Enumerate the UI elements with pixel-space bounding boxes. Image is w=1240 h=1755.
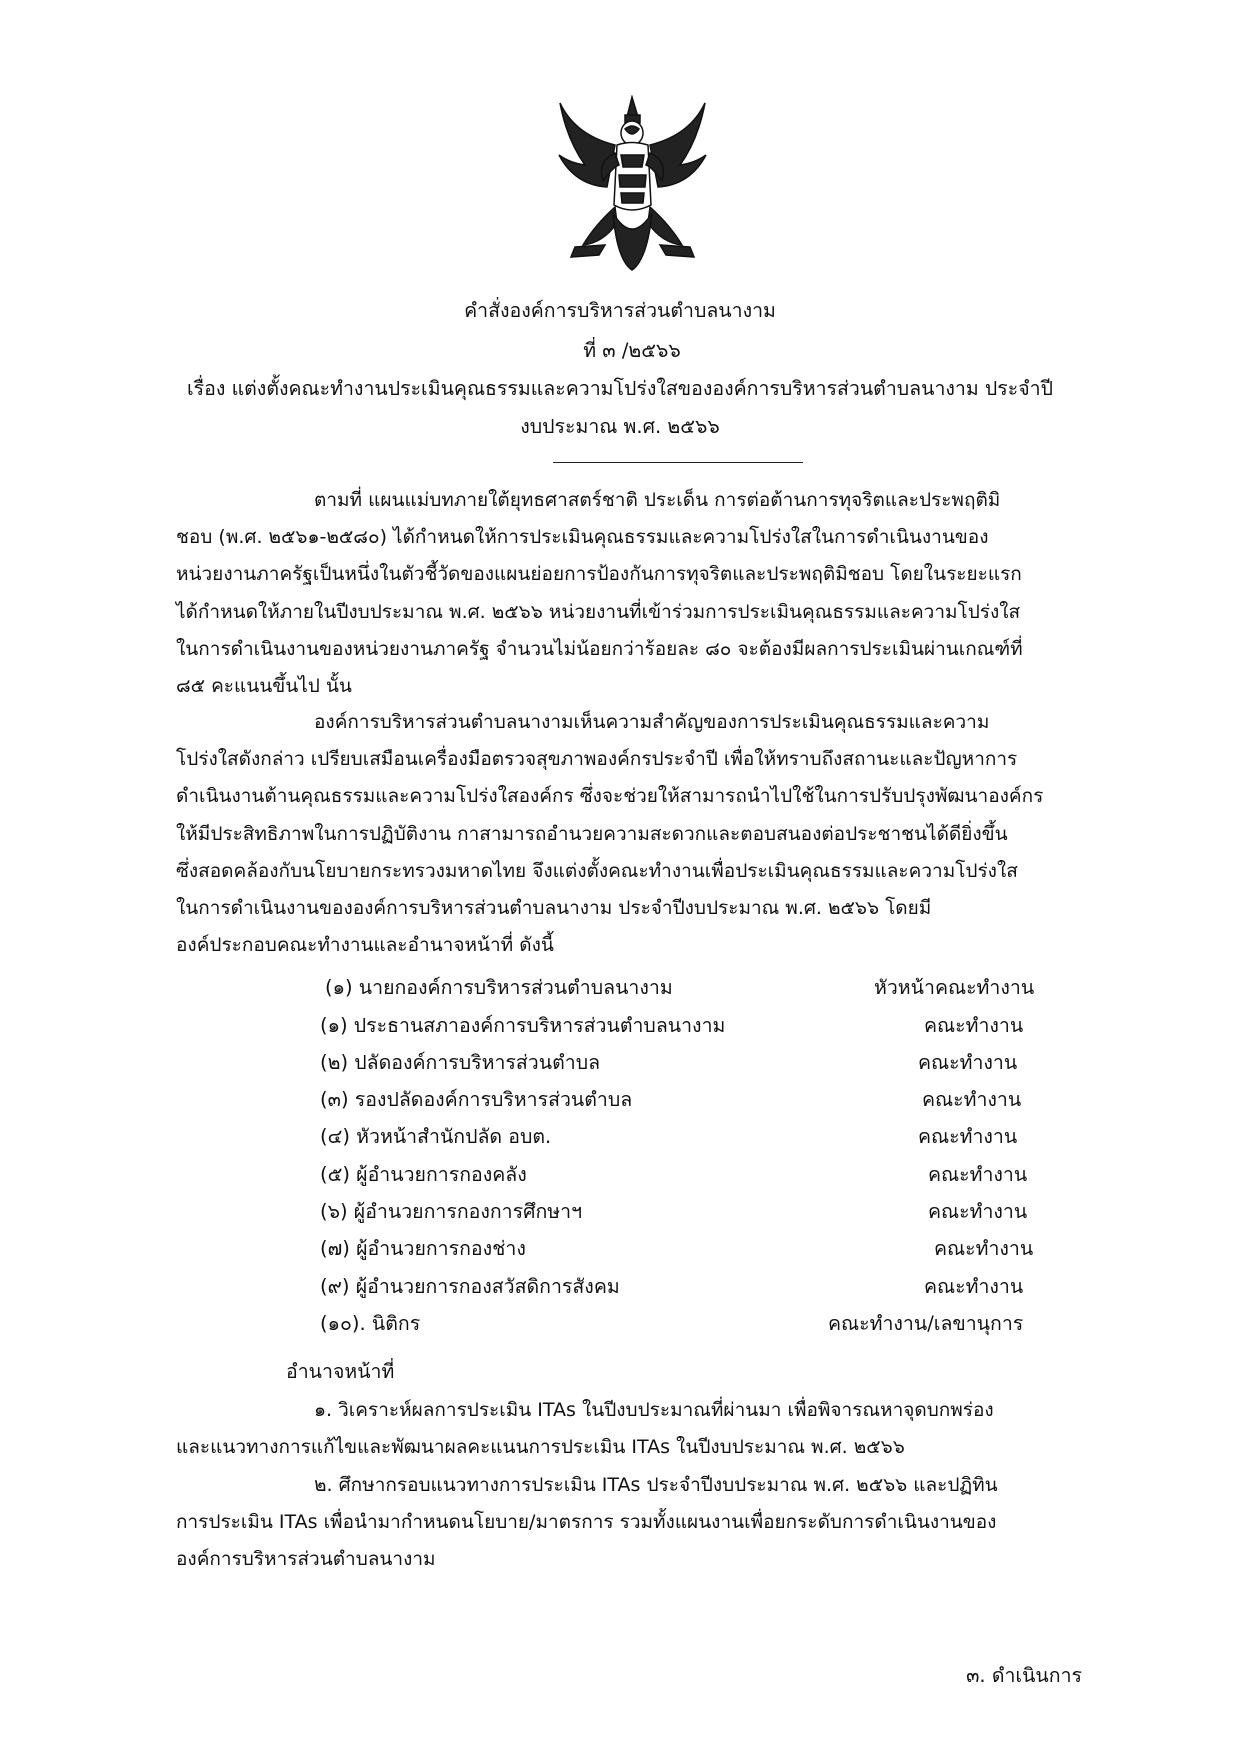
member-name: (๗) ผู้อำนวยการกองช่าง bbox=[320, 1237, 526, 1260]
duty-line: การประเมิน ITAs เพื่อนำมากำหนดนโยบาย/มาตรการ รวมทั้งแผนงานเพื่อยกระดับการดำเนินงานของ bbox=[176, 1511, 997, 1534]
member-name: (๕) ผู้อำนวยการกองคลัง bbox=[320, 1163, 527, 1186]
paragraph-line: ให้มีประสิทธิภาพในการปฏิบัติงาน กาสามารถอำนวยความสะดวกและตอบสนองต่อประชาชนได้ดียิ่งขึ้น bbox=[176, 822, 1008, 845]
duty-line: ๑. วิเคราะห์ผลการประเมิน ITAs ในปีงบประมาณที่ผ่านมา เพื่อพิจารณหาจุดบกพร่อง bbox=[314, 1399, 994, 1421]
order-title: คำสั่งองค์การบริหารส่วนตำบลนางาม bbox=[464, 299, 776, 322]
member-role: คณะทำงาน bbox=[928, 1200, 1028, 1223]
duty-line: และแนวทางการแก้ไขและพัฒนาผลคะแนนการประเมิน ITAs ในปีงบประมาณ พ.ศ. ๒๕๖๖ bbox=[176, 1436, 905, 1459]
paragraph-line: ๘๕ คะแนนขึ้นไป นั้น bbox=[176, 675, 352, 698]
duty-line: ๒. ศึกษากรอบแนวทางการประเมิน ITAs ประจำปีงบประมาณ พ.ศ. ๒๕๖๖ และปฏิทิน bbox=[314, 1474, 998, 1496]
paragraph-line: ในการดำเนินงานของหน่วยงานภาครัฐ จำนวนไม่น้อยกว่าร้อยละ ๘๐ จะต้องมีผลการประเมินผ่านเกณฑ์ที่ bbox=[176, 637, 1023, 660]
member-role: คณะทำงาน bbox=[918, 1125, 1018, 1148]
paragraph-line: องค์การบริหารส่วนตำบลนางามเห็นความสำคัญของการประเมินคุณธรรมและความ bbox=[314, 711, 990, 733]
paragraph-line: โปร่งใสดังกล่าว เปรียบเสมือนเครื่องมือตรวจสุขภาพองค์กรประจำปี เพื่อให้ทราบถึงสถานะและปัญหาการ bbox=[176, 748, 1018, 771]
paragraph-1 bbox=[176, 482, 1084, 705]
member-name: (๖) ผู้อำนวยการกองการศึกษาฯ bbox=[320, 1200, 583, 1223]
paragraph-line: ชอบ (พ.ศ. ๒๕๖๑-๒๕๘๐) ได้กำหนดให้การประเมินคุณธรรมและความโปร่งใสในการดำเนินงานของ bbox=[176, 526, 989, 549]
duty-2 bbox=[176, 1467, 1084, 1579]
member-name: (๑๐). นิติกร bbox=[320, 1312, 421, 1335]
member-role: คณะทำงาน bbox=[918, 1051, 1018, 1074]
member-role: คณะทำงาน bbox=[924, 1275, 1024, 1298]
paragraph-line: ซึ่งสอดคล้องกับนโยบายกระทรวงมหาดไทย จึงแต่งตั้งคณะทำงานเพื่อประเมินคุณธรรมและความโปร่งใส bbox=[176, 859, 1018, 882]
member-role: คณะทำงาน/เลขานุการ bbox=[828, 1312, 1024, 1335]
order-number: ที่ ๓ /๒๕๖๖ bbox=[583, 339, 681, 362]
paragraph-2 bbox=[176, 704, 1084, 964]
paragraph-line: ในการดำเนินงานขององค์การบริหารส่วนตำบลนางาม ประจำปีงบประมาณ พ.ศ. ๒๕๖๖ โดยมี bbox=[176, 897, 932, 920]
paragraph-line: องค์ประกอบคณะทำงานและอำนาจหน้าที่ ดังนี้ bbox=[176, 934, 554, 957]
subject-line-1: เรื่อง แต่งตั้งคณะทำงานประเมินคุณธรรมและความโปร่งใสขององค์การบริหารส่วนตำบลนางาม ประจำปี bbox=[187, 377, 1053, 400]
duty-line: องค์การบริหารส่วนตำบลนางาม bbox=[176, 1548, 436, 1571]
member-name: (๓) รองปลัดองค์การบริหารส่วนตำบล bbox=[320, 1088, 633, 1111]
member-name: (๙) ผู้อำนวยการกองสวัสดิการสังคม bbox=[320, 1275, 620, 1298]
member-name: (๔) หัวหน้าสำนักปลัด อบต. bbox=[320, 1125, 552, 1148]
paragraph-line: หน่วยงานภาครัฐเป็นหนึ่งในตัวชี้วัดของแผนย่อยการป้องกันการทุจริตและประพฤติมิชอบ โดยในระยะแรก bbox=[176, 563, 1022, 586]
paragraph-line: ตามที่ แผนแม่บทภายใต้ยุทธศาสตร์ชาติ ประเด็น การต่อต้านการทุจริตและประพฤติมิ bbox=[314, 489, 1001, 511]
member-role: คณะทำงาน bbox=[934, 1237, 1034, 1260]
continued-marker: ๓. ดำเนินการ bbox=[966, 1664, 1082, 1687]
duty-1 bbox=[176, 1392, 1084, 1466]
member-name: (๒) ปลัดองค์การบริหารส่วนตำบล bbox=[320, 1051, 601, 1074]
member-role: หัวหน้าคณะทำงาน bbox=[874, 976, 1035, 999]
subject-line-2: งบประมาณ พ.ศ. ๒๕๖๖ bbox=[520, 415, 720, 438]
member-name: (๑) นายกองค์การบริหารส่วนตำบลนางาม bbox=[325, 976, 673, 999]
paragraph-line: ดำเนินงานต้านคุณธรรมและความโปร่งใสองค์กร ซึ่งจะช่วยให้สามารถนำไปใช้ในการปรับปรุงพัฒนาองค์กร bbox=[176, 785, 1044, 808]
member-role: คณะทำงาน bbox=[924, 1014, 1024, 1037]
member-role: คณะทำงาน bbox=[928, 1163, 1028, 1186]
member-role: คณะทำงาน bbox=[922, 1088, 1022, 1111]
header-divider bbox=[553, 462, 803, 463]
member-name: (๑) ประธานสภาองค์การบริหารส่วนตำบลนางาม bbox=[320, 1014, 726, 1037]
garuda-emblem-icon bbox=[555, 95, 710, 275]
paragraph-line: ได้กำหนดให้ภายในปีงบประมาณ พ.ศ. ๒๕๖๖ หน่วยงานที่เข้าร่วมการประเมินคุณธรรมและความโปร่งใส bbox=[176, 600, 1021, 623]
duties-heading: อำนาจหน้าที่ bbox=[286, 1360, 395, 1383]
